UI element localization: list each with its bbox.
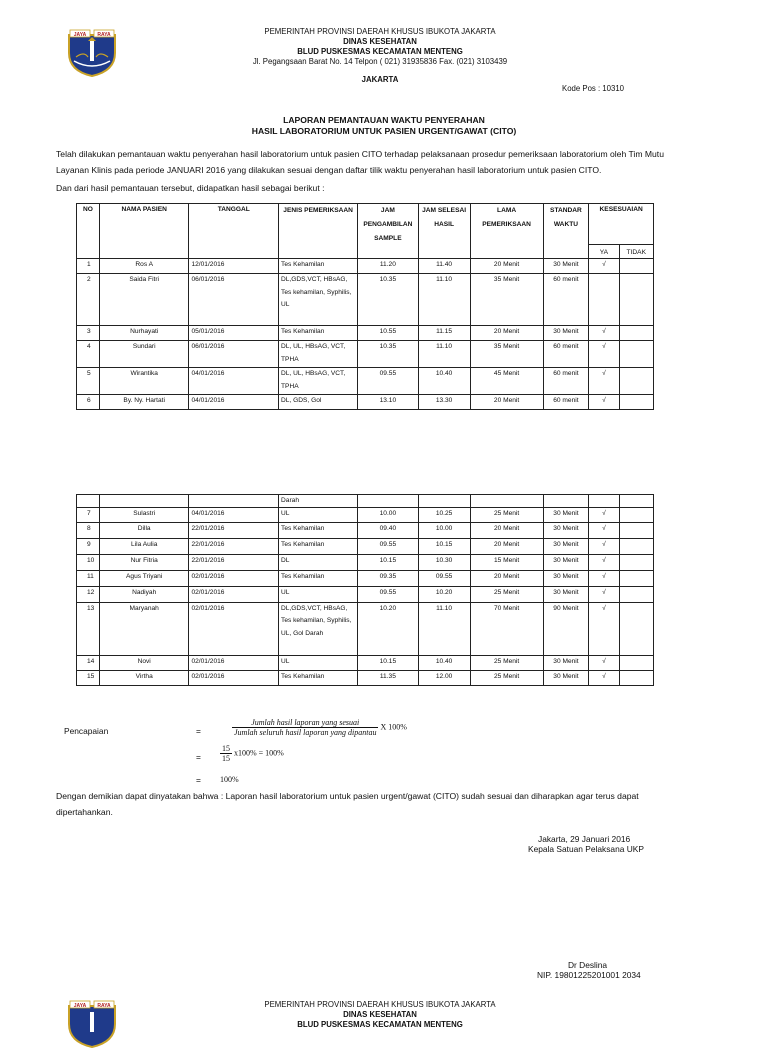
table-row (77, 670, 654, 685)
cell-jenis: DL, UL, HBsAG, VCT, TPHA (279, 341, 358, 368)
cell-jenis: Tes Kehamilan (279, 326, 358, 341)
cell-tanggal: 12/01/2016 (189, 259, 279, 274)
cell-ambil: 11.35 (358, 670, 418, 685)
cell-no: 14 (77, 655, 100, 670)
cell-ambil: 11.20 (358, 259, 418, 274)
cell-ya: √ (589, 507, 619, 522)
cell-tanggal: 04/01/2016 (189, 507, 279, 522)
cell-selesai: 12.00 (418, 670, 470, 685)
cell-lama: 25 Menit (470, 670, 543, 685)
cell-tidak (619, 602, 653, 655)
table-row (77, 259, 654, 274)
signature-nip: NIP. 19801225201001 2034 (537, 970, 641, 980)
cell-ambil: 10.35 (358, 341, 418, 368)
cell-jenis: Tes Kehamilan (279, 522, 358, 538)
cell-tidak (619, 368, 653, 395)
cell-ya: √ (589, 602, 619, 655)
table-header-row (77, 204, 654, 245)
cell-nama: Sulastri (99, 507, 189, 522)
cell-tidak (619, 554, 653, 570)
cell-no: 3 (77, 326, 100, 341)
cell-standar: 60 menit (543, 395, 589, 410)
formula-numerator: Jumlah hasil laporan yang sesuai (232, 718, 378, 728)
cell-selesai: 13.30 (418, 395, 470, 410)
cell-no: 9 (77, 538, 100, 554)
cell-jenis: DL, GDS, Gol (279, 395, 358, 410)
cell-lama: 25 Menit (470, 586, 543, 602)
intro-line1: Telah dilakukan pemantauan waktu penyerahan hasil laboratorium untuk pasien CITO terhadap pelaksanaan prosedur pemeriksaan laboratorium oleh Tim Mutu (56, 149, 664, 159)
cell-ya: √ (589, 655, 619, 670)
cell-tanggal: 04/01/2016 (189, 395, 279, 410)
cell-nama: Nadiyah (99, 586, 189, 602)
cell-tanggal: 22/01/2016 (189, 554, 279, 570)
cell-tanggal: 02/01/2016 (189, 586, 279, 602)
results-table-part2 (76, 494, 654, 686)
header-nama: NAMA PASIEN (99, 204, 189, 259)
cell-no: 12 (77, 586, 100, 602)
cell-lama: 20 Menit (470, 570, 543, 586)
letterhead-line2: DINAS KESEHATAN (343, 37, 417, 46)
cell-tanggal: 22/01/2016 (189, 538, 279, 554)
header-no: NO (77, 204, 100, 259)
cell-jenis: Tes Kehamilan (279, 538, 358, 554)
cell-nama: Dilla (99, 522, 189, 538)
cell-nama: Nurhayati (99, 326, 189, 341)
header-jam-ambil: JAM PENGAMBILAN SAMPLE (358, 204, 418, 259)
header-ya: YA (589, 245, 619, 259)
letterhead-line3: BLUD PUSKESMAS KECAMATAN MENTENG (297, 47, 463, 56)
cell-lama: 20 Menit (470, 259, 543, 274)
cell-ya: √ (589, 395, 619, 410)
achievement-eq2: = (196, 752, 201, 762)
cell-lama: 20 Menit (470, 395, 543, 410)
table-row (77, 341, 654, 368)
cell-ambil: 09.55 (358, 586, 418, 602)
cell-ambil: 09.35 (358, 570, 418, 586)
cell-ambil: 10.35 (358, 274, 418, 326)
cell-no: 7 (77, 507, 100, 522)
cell-lama: 70 Menit (470, 602, 543, 655)
cell-tidak (619, 259, 653, 274)
cell-selesai: 11.40 (418, 259, 470, 274)
cell-lama: 25 Menit (470, 655, 543, 670)
cell-nama: Nur Fitria (99, 554, 189, 570)
cell-standar: 30 Menit (543, 522, 589, 538)
cell-no: 5 (77, 368, 100, 395)
cell-ya: √ (589, 522, 619, 538)
cell-ambil: 10.20 (358, 602, 418, 655)
cell-ambil: 10.15 (358, 655, 418, 670)
table-row (77, 602, 654, 655)
table-row (77, 554, 654, 570)
cell-selesai: 10.40 (418, 368, 470, 395)
cell-ya: √ (589, 259, 619, 274)
table-row (77, 274, 654, 326)
cell-nama: Wirantika (99, 368, 189, 395)
cell-nama: Maryanah (99, 602, 189, 655)
achievement-label: Pencapaian (64, 726, 109, 736)
table-row (77, 507, 654, 522)
letterhead-city: JAKARTA (361, 75, 399, 84)
table-row (77, 570, 654, 586)
calc-denominator: 15 (222, 754, 230, 763)
cell-ambil: 10.15 (358, 554, 418, 570)
achievement-calc (220, 744, 284, 763)
cell-ya: √ (589, 341, 619, 368)
cell-tidak (619, 670, 653, 685)
cell-jenis: UL (279, 507, 358, 522)
formula-fraction (232, 718, 378, 737)
cell-no: 10 (77, 554, 100, 570)
cell-no: 15 (77, 670, 100, 685)
header-tidak: TIDAK (619, 245, 653, 259)
cell-tidak (619, 586, 653, 602)
cell-ya: √ (589, 570, 619, 586)
cell-ambil: 10.55 (358, 326, 418, 341)
intro-paragraph (56, 146, 716, 178)
intro-line2: Layanan Klinis pada periode JANUARI 2016 yang dilakukan sesuai dengan daftar tilik waktu penyerahan hasil laboratorium untuk pasien CITO. (56, 165, 602, 175)
cell-standar: 30 Menit (543, 655, 589, 670)
table-body-part1 (77, 259, 654, 410)
cell-nama: Agus Triyani (99, 570, 189, 586)
cell-jenis: UL (279, 655, 358, 670)
cell-lama: 25 Menit (470, 507, 543, 522)
cell-standar: 60 menit (543, 274, 589, 326)
cell-standar: 30 Menit (543, 586, 589, 602)
cell-nama: Saida Fitri (99, 274, 189, 326)
table-row (77, 522, 654, 538)
cell-tidak (619, 522, 653, 538)
report-title-line2: HASIL LABORATORIUM UNTUK PASIEN URGENT/GAWAT (CITO) (251, 126, 517, 136)
cell-standar: 30 Menit (543, 538, 589, 554)
cell-standar: 30 Menit (543, 507, 589, 522)
table-row (77, 538, 654, 554)
cell-tidak (619, 570, 653, 586)
cell-jenis: Tes Kehamilan (279, 259, 358, 274)
cell-ya: √ (589, 538, 619, 554)
intro-line3: Dan dari hasil pemantauan tersebut, didapatkan hasil sebagai berikut : (56, 183, 325, 193)
formula-denominator: Jumlah seluruh hasil laporan yang dipantau (234, 728, 377, 737)
header-tanggal: TANGGAL (189, 204, 279, 259)
table-row-continuation (77, 495, 654, 508)
cell-lama: 35 Menit (470, 341, 543, 368)
cell-selesai: 10.40 (418, 655, 470, 670)
cell-jenis: Tes Kehamilan (279, 670, 358, 685)
cell-standar: 60 menit (543, 368, 589, 395)
cell-tanggal: 02/01/2016 (189, 602, 279, 655)
cell-nama: Novi (99, 655, 189, 670)
signature-name: Dr Deslina (568, 960, 608, 970)
header-jam-selesai: JAM SELESAI HASIL (418, 204, 470, 259)
cell-standar: 30 Menit (543, 259, 589, 274)
logo-text-right: RAYA (97, 32, 111, 38)
header-jenis: JENIS PEMERIKSAAN (279, 204, 358, 259)
conclusion-line1: Dengan demikian dapat dinyatakan bahwa : Laporan hasil laboratorium untuk pasien urgent/gawat (CITO) sudah sesuai dan diharapkan agar terus dapat (56, 791, 639, 801)
cell-standar: 30 Menit (543, 570, 589, 586)
cell-no: 11 (77, 570, 100, 586)
logo-text-left: JAYA (73, 32, 87, 38)
header-kesesuaian: KESESUAIAN (589, 204, 654, 245)
cell-tanggal: 05/01/2016 (189, 326, 279, 341)
cell-jenis: UL (279, 586, 358, 602)
cell-tanggal: 22/01/2016 (189, 522, 279, 538)
continuation-cell: Darah (279, 495, 358, 508)
cell-ambil: 13.10 (358, 395, 418, 410)
calc-result: x100% = 100% (234, 748, 284, 758)
cell-tanggal: 04/01/2016 (189, 368, 279, 395)
cell-selesai: 11.15 (418, 326, 470, 341)
cell-nama: Virtha (99, 670, 189, 685)
cell-no: 2 (77, 274, 100, 326)
footer-logo-text-right: RAYA (97, 1003, 111, 1009)
cell-standar: 30 Menit (543, 554, 589, 570)
formula-times: X 100% (380, 722, 407, 732)
cell-no: 4 (77, 341, 100, 368)
dki-jakarta-emblem-footer-icon (66, 998, 118, 1048)
table-row (77, 395, 654, 410)
letterhead-line1: PEMERINTAH PROVINSI DAERAH KHUSUS IBUKOTA JAKARTA (264, 27, 496, 36)
table-row (77, 368, 654, 395)
signature-place-date: Jakarta, 29 Januari 2016 (538, 834, 631, 844)
achievement-eq3: = (196, 775, 201, 785)
table-row (77, 655, 654, 670)
cell-jenis: DL,GDS,VCT, HBsAG, Tes kehamilan, Syphilis, UL, Gol Darah (279, 602, 358, 655)
cell-jenis: DL,GDS,VCT, HBsAG, Tes kehamilan, Syphilis, UL (279, 274, 358, 326)
cell-nama: By. Ny. Hartati (99, 395, 189, 410)
cell-tidak (619, 274, 653, 326)
cell-selesai: 11.10 (418, 274, 470, 326)
cell-nama: Ros A (99, 259, 189, 274)
cell-ya: √ (589, 586, 619, 602)
cell-lama: 35 Menit (470, 274, 543, 326)
cell-ya: √ (589, 554, 619, 570)
footer-letterhead-line2: DINAS KESEHATAN (343, 1010, 417, 1019)
cell-ambil: 09.40 (358, 522, 418, 538)
postal-code: Kode Pos : 10310 (562, 84, 624, 93)
dki-jakarta-emblem-icon (66, 27, 118, 77)
cell-lama: 15 Menit (470, 554, 543, 570)
results-table-part1 (76, 203, 654, 410)
table-row (77, 586, 654, 602)
cell-selesai: 11.10 (418, 602, 470, 655)
cell-no: 8 (77, 522, 100, 538)
achievement-final: 100% (220, 775, 239, 784)
cell-lama: 20 Menit (470, 538, 543, 554)
cell-lama: 20 Menit (470, 522, 543, 538)
cell-selesai: 10.25 (418, 507, 470, 522)
cell-standar: 30 Menit (543, 326, 589, 341)
footer-letterhead-line3: BLUD PUSKESMAS KECAMATAN MENTENG (297, 1020, 463, 1029)
cell-ambil: 09.55 (358, 538, 418, 554)
achievement-eq1: = (196, 726, 201, 736)
cell-tidak (619, 341, 653, 368)
cell-jenis: DL (279, 554, 358, 570)
letterhead (180, 27, 580, 67)
cell-standar: 30 Menit (543, 670, 589, 685)
cell-no: 13 (77, 602, 100, 655)
table-row (77, 326, 654, 341)
footer-letterhead (180, 1000, 580, 1030)
cell-no: 1 (77, 259, 100, 274)
cell-ya: √ (589, 326, 619, 341)
cell-no: 6 (77, 395, 100, 410)
cell-standar: 90 Menit (543, 602, 589, 655)
signature-position: Kepala Satuan Pelaksana UKP (528, 844, 644, 854)
cell-tidak (619, 395, 653, 410)
cell-lama: 45 Menit (470, 368, 543, 395)
conclusion-line2: dipertahankan. (56, 807, 113, 817)
cell-standar: 60 menit (543, 341, 589, 368)
cell-ya (589, 274, 619, 326)
calc-numerator: 15 (222, 744, 230, 753)
conclusion-paragraph (56, 788, 746, 820)
cell-selesai: 10.30 (418, 554, 470, 570)
cell-tanggal: 02/01/2016 (189, 655, 279, 670)
footer-letterhead-line1: PEMERINTAH PROVINSI DAERAH KHUSUS IBUKOTA JAKARTA (264, 1000, 496, 1009)
footer-logo-text-left: JAYA (73, 1003, 87, 1009)
cell-selesai: 10.00 (418, 522, 470, 538)
header-lama: LAMA PEMERIKSAAN (470, 204, 543, 259)
cell-tanggal: 06/01/2016 (189, 341, 279, 368)
cell-ambil: 09.55 (358, 368, 418, 395)
cell-lama: 20 Menit (470, 326, 543, 341)
cell-nama: Sundari (99, 341, 189, 368)
cell-selesai: 10.20 (418, 586, 470, 602)
table-body-part2 (77, 507, 654, 685)
cell-selesai: 10.15 (418, 538, 470, 554)
cell-tidak (619, 326, 653, 341)
cell-jenis: DL, UL, HBsAG, VCT, TPHA (279, 368, 358, 395)
cell-tidak (619, 655, 653, 670)
cell-tanggal: 06/01/2016 (189, 274, 279, 326)
achievement-formula (232, 718, 407, 737)
cell-nama: Lila Aulia (99, 538, 189, 554)
cell-ya: √ (589, 670, 619, 685)
cell-jenis: Tes Kehamilan (279, 570, 358, 586)
letterhead-address: Jl. Pegangsaan Barat No. 14 Telpon ( 021) 31935836 Fax. (021) 3103439 (252, 57, 508, 66)
cell-ya: √ (589, 368, 619, 395)
report-title-line1: LAPORAN PEMANTAUAN WAKTU PENYERAHAN (283, 115, 485, 125)
cell-tidak (619, 538, 653, 554)
cell-ambil: 10.00 (358, 507, 418, 522)
cell-tanggal: 02/01/2016 (189, 670, 279, 685)
cell-selesai: 09.55 (418, 570, 470, 586)
cell-tanggal: 02/01/2016 (189, 570, 279, 586)
cell-tidak (619, 507, 653, 522)
cell-selesai: 11.10 (418, 341, 470, 368)
header-standar: STANDAR WAKTU (543, 204, 589, 259)
